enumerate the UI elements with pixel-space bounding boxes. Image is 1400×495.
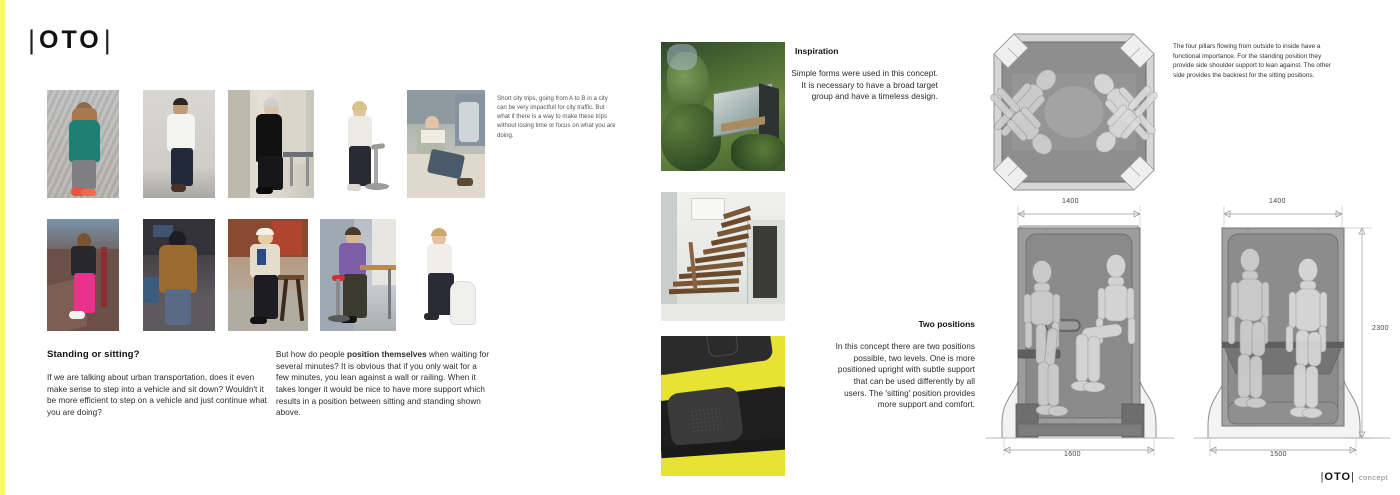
dim-top-1400-sitting: 1400 bbox=[1269, 198, 1286, 205]
dim-top-1400-standing: 1400 bbox=[1062, 198, 1079, 205]
two-positions-heading: Two positions bbox=[918, 319, 975, 329]
image-black-device-on-yellow bbox=[661, 336, 785, 476]
logo-wordmark: OTO bbox=[39, 26, 102, 54]
oto-logo bbox=[26, 27, 115, 54]
photo-woman-leaning-green-jacket bbox=[47, 90, 119, 198]
drawing-pod-plan-view-four-users bbox=[988, 28, 1160, 196]
photo-man-leaning-white-shirt bbox=[143, 90, 215, 198]
paragraph-emphasis: position themselves bbox=[347, 350, 427, 359]
photo-woman-on-white-stool bbox=[406, 219, 484, 331]
photo-man-standing-desk bbox=[320, 219, 396, 331]
drawing-pod-front-elevation-standing bbox=[980, 198, 1180, 460]
four-pillars-paragraph: The four pillars flowing from outside to inside have a functional importance. For the standing position they provide side shoulder support to lean against. The other side provides the backrest for the sitting positions. bbox=[1173, 43, 1331, 79]
position-themselves-paragraph bbox=[276, 349, 492, 419]
footer-logo-subtitle: concept bbox=[1358, 473, 1388, 482]
logo-bar-left: | bbox=[28, 25, 38, 55]
standing-or-sitting-heading: Standing or sitting? bbox=[47, 349, 140, 360]
dim-bottom-1600-standing: 1600 bbox=[1064, 451, 1081, 458]
inspiration-heading: Inspiration bbox=[795, 46, 839, 56]
two-positions-paragraph: In this concept there are two positions possible, two levels. One is more positioned upright with subtle support that can be used differently by all users. The 'sitting' position provides more support and comfort. bbox=[835, 342, 975, 410]
photo-man-white-cap-leaning bbox=[228, 219, 308, 331]
dim-side-2300-sitting: 2300 bbox=[1372, 325, 1389, 332]
image-mirrored-treehouse-cabin bbox=[661, 42, 785, 171]
photo-man-reading-newspaper-ledge bbox=[407, 90, 485, 198]
accent-spine bbox=[0, 0, 5, 495]
photo-woman-on-stool bbox=[327, 90, 393, 198]
photo-man-brown-jacket-platform bbox=[143, 219, 215, 331]
drawing-pod-front-elevation-sitting bbox=[1190, 198, 1395, 460]
left-caption: Short city trips, going from A to B in a city can be very impactfull for city traffic. But what if there is a way to make these trips without losing time or focus on what you are doing. bbox=[497, 95, 616, 139]
photo-man-perching-black-coat bbox=[228, 90, 314, 198]
logo-bar-right: | bbox=[103, 25, 113, 55]
standing-or-sitting-paragraph: If we are talking about urban transportation, does it even make sense to step into a vehicle and sit down? Wouldn't it be more efficient to step on a vehicle and just continue what you are doing? bbox=[47, 373, 268, 417]
image-floating-timber-staircase bbox=[661, 192, 785, 321]
paragraph-lead: But how do people bbox=[276, 350, 348, 359]
dim-bottom-1500-sitting: 1500 bbox=[1270, 451, 1287, 458]
inspiration-paragraph: Simple forms were used in this concept. It is necessary to have a broad target group and have a timeless design. bbox=[791, 69, 938, 102]
footer-logo-word: OTO bbox=[1324, 471, 1352, 483]
footer-logo-mark: |OTO| bbox=[1320, 471, 1355, 483]
photo-man-pink-trousers-stairs bbox=[47, 219, 119, 331]
paragraph-rest: when waiting for several minutes? It is obvious that if you only wait for a few minutes, you lean against a wall or railing. When it takes longer it would be nice to have more support which results in a position between sitting and standing shown above. bbox=[276, 350, 489, 418]
footer-oto-logo bbox=[1321, 471, 1388, 483]
